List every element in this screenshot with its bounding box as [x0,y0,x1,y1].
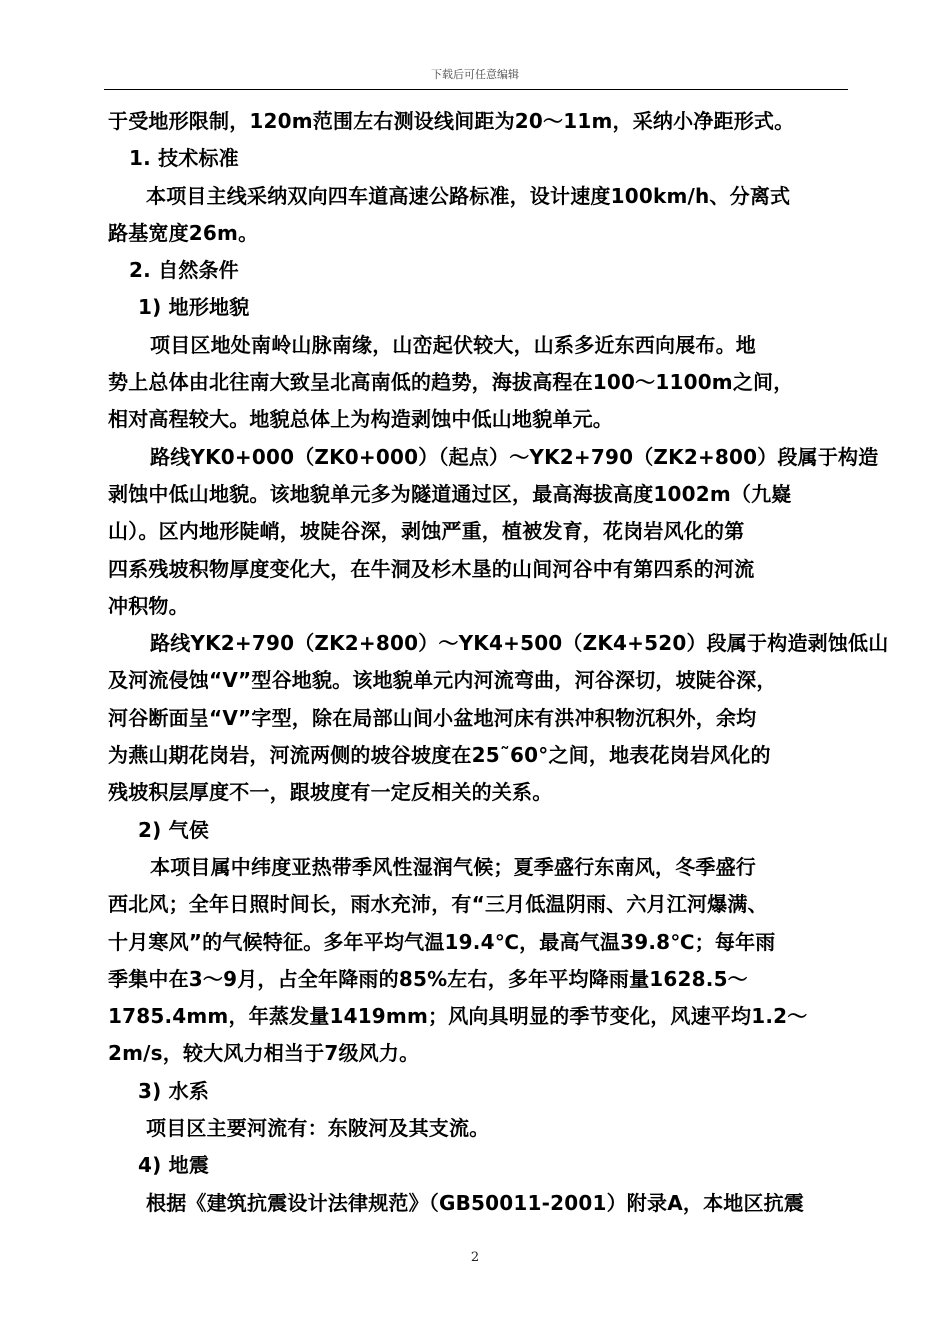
text-line: 根据《建筑抗震设计法律规范》（GB50011-2001）附录A，本地区抗震 [146,1190,805,1215]
text-line: 势上总体由北往南大致呈北高南低的趋势，海拔高程在100～1100m之间， [108,370,794,395]
text-line: 1785.4mm，年蒸发量1419mm；风向具明显的季节变化，风速平均1.2～ [108,1004,808,1029]
subheading-water-system: 3) 水系 [138,1078,210,1103]
text-line: 相对高程较大。地貌总体上为构造剥蚀中低山地貌单元。 [108,407,613,432]
subheading-earthquake: 4) 地震 [138,1153,210,1178]
text-line: 项目区地处南岭山脉南缘，山峦起伏较大，山系多近东西向展布。地 [150,332,756,357]
text-line: 西北风；全年日照时间长，雨水充沛，有“三月低温阴雨、六月江河爆满、 [108,892,768,917]
text-line: 路线YK2+790（ZK2+800）～YK4+500（ZK4+520）段属于构造剥蚀低山 [150,631,889,656]
text-line: 季集中在3～9月，占全年降雨的85%左右，多年平均降雨量1628.5～ [108,966,748,991]
text-line: 本项目主线采纳双向四车道高速公路标准，设计速度100km/h、分离式 [146,183,791,208]
text-line: 剥蚀中低山地貌。该地貌单元多为隧道通过区，最高海拔高度1002m（九嶷 [108,481,792,506]
text-line: 本项目属中纬度亚热带季风性湿润气候；夏季盛行东南风，冬季盛行 [150,854,756,879]
subheading-climate: 2) 气侯 [138,817,210,842]
text-line: 于受地形限制，120m范围左右测设线间距为20～11m，采纳小净距形式。 [108,109,795,133]
text-line: 路基宽度26m。 [108,220,259,245]
section-heading-natural-conditions: 2. 自然条件 [129,258,239,283]
text-line: 2m/s，较大风力相当于7级风力。 [108,1041,420,1066]
subheading-terrain: 1) 地形地貌 [138,295,250,320]
header-rule [104,89,848,90]
page-number: 2 [470,1250,480,1265]
text-line: 河谷断面呈“V”字型，除在局部山间小盆地河床有洪冲积物沉积外，余均 [108,705,757,730]
text-line: 十月寒风”的气候特征。多年平均气温19.4℃，最高气温39.8℃；每年雨 [108,929,776,954]
text-line: 四系残坡积物厚度变化大，在牛洞及杉木垦的山间河谷中有第四系的河流 [108,556,755,581]
section-heading-tech-standard: 1. 技术标准 [129,146,239,171]
text-line: 项目区主要河流有：东陂河及其支流。 [146,1116,490,1141]
text-line: 路线YK0+000（ZK0+000）（起点）～YK2+790（ZK2+800）段属于构造 [150,444,879,469]
text-line: 山）。区内地形陡峭，坡陡谷深，剥蚀严重，植被发育，花岗岩风化的第 [108,519,745,544]
text-line: 冲积物。 [108,593,189,618]
document-body [108,103,889,1222]
text-line: 残坡积层厚度不一，跟坡度有一定反相关的关系。 [108,780,553,805]
text-line: 及河流侵蚀“V”型谷地貌。该地貌单元内河流弯曲，河谷深切，坡陡谷深， [108,668,777,693]
text-line: 为燕山期花岗岩，河流两侧的坡谷坡度在25˜60°之间，地表花岗岩风化的 [108,743,771,768]
page-header: 下载后可任意编辑 [431,68,519,81]
